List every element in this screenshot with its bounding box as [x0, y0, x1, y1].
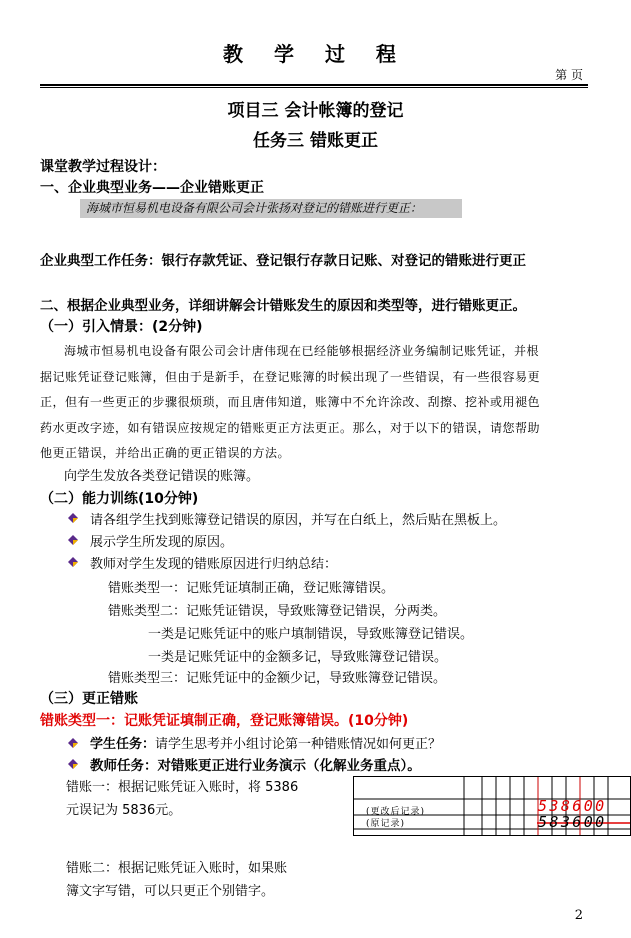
- paragraph-line: 据记账凭证登记账簿，但由于是新手，在登记账簿的时候出现了一些错误，有一些很容易更: [40, 370, 541, 384]
- diamond-bullet-icon: [68, 738, 78, 748]
- paragraph-line: 他更正错误，并给出正确的更正错误的方法。: [40, 446, 291, 460]
- diamond-bullet-icon: [68, 759, 78, 769]
- task-title: 任务三 错账更正: [253, 131, 378, 151]
- header-rule-thick: [40, 84, 588, 86]
- diamond-bullet-icon: [68, 513, 78, 523]
- bullet-item: 教师对学生发现的错账原因进行归纳总结：: [90, 557, 338, 572]
- bullet-item: 请各组学生找到账簿登记错误的原因，并写在白纸上，然后贴在黑板上。: [90, 513, 507, 528]
- header-rule-thin: [40, 87, 588, 88]
- section1-highlight: 海城市恒易机电设备有限公司会计张扬对登记的错账进行更正：: [80, 199, 462, 218]
- summary-type3: 错账类型三：记账凭证中的金额少记，导致账簿登记错误。: [108, 671, 447, 686]
- ledger-corrected-amount: 538600: [538, 797, 607, 815]
- section1-heading: 一、企业典型业务——企业错账更正: [40, 180, 264, 196]
- distribute-text: 向学生发放各类登记错误的账簿。: [64, 469, 260, 484]
- error2-line: 簿文字写错，可以只更正个别错字。: [66, 884, 275, 899]
- error-type1-heading: 错账类型一：记账凭证填制正确，登记账簿错误。(10分钟): [40, 713, 409, 729]
- diamond-bullet-icon: [68, 557, 78, 567]
- student-task-label: 学生任务：: [90, 737, 156, 752]
- summary-type2-b: 一类是记账凭证中的金额多记，导致账簿登记错误。: [148, 650, 448, 665]
- error1-line: 元误记为 5836元。: [66, 803, 182, 818]
- design-label: 课堂教学过程设计：: [40, 159, 166, 175]
- ledger-label-corrected: (更改后记录): [366, 807, 426, 817]
- summary-type2: 错账类型二：记账凭证错误，导致账簿登记错误，分两类。: [108, 604, 447, 619]
- ledger-original-amount: 583600: [538, 813, 607, 831]
- bullet-item: 展示学生所发现的原因。: [90, 535, 234, 550]
- ledger-label-original: (原记录): [366, 819, 406, 829]
- section2-heading: 二、根据企业典型业务，详细讲解会计错账发生的原因和类型等，进行错账更正。: [40, 298, 526, 314]
- page-label: 第 页: [555, 68, 583, 82]
- sub-heading-intro: （一）引入情景：(2分钟): [40, 319, 203, 335]
- summary-type1: 错账类型一：记账凭证填制正确，登记账簿错误。: [108, 581, 395, 596]
- paragraph-line: 海城市恒易机电设备有限公司会计唐伟现在已经能够根据经济业务编制记账凭证，并根: [64, 344, 540, 358]
- diamond-bullet-icon: [68, 535, 78, 545]
- page-number: 2: [574, 908, 583, 923]
- project-title: 项目三 会计帐簿的登记: [227, 101, 404, 121]
- student-task: [90, 733, 441, 752]
- typical-task: 企业典型工作任务：银行存款凭证、登记银行存款日记账、对登记的错账进行更正: [40, 253, 526, 269]
- paragraph-line: 药水更改字迹，如有错误应按规定的错账更正方法更正。那么，对于以下的错误，请您帮助: [40, 421, 541, 435]
- student-task-text: 请学生思考并小组讨论第一种错账情况如何更正？: [155, 737, 442, 752]
- page-header-title: 教 学 过 程: [223, 42, 408, 66]
- ledger-correction-figure: [353, 776, 631, 836]
- summary-type2-a: 一类是记账凭证中的账户填制错误，导致账簿登记错误。: [148, 627, 474, 642]
- teacher-task: 教师任务：对错账更正进行业务演示（化解业务重点）。: [90, 758, 421, 774]
- error1-line: 错账一：根据记账凭证入账时，将 5386: [66, 780, 299, 795]
- error2-line: 错账二：根据记账凭证入账时，如果账: [66, 861, 288, 876]
- paragraph-line: 正，但有一些更正的步骤很烦琐，而且唐伟知道，账簿中不允许涂改、刮擦、挖补或用褪色: [40, 395, 541, 409]
- sub-heading-training: （二）能力训练(10分钟): [40, 491, 199, 507]
- sub-heading-correct: （三）更正错账: [40, 691, 138, 707]
